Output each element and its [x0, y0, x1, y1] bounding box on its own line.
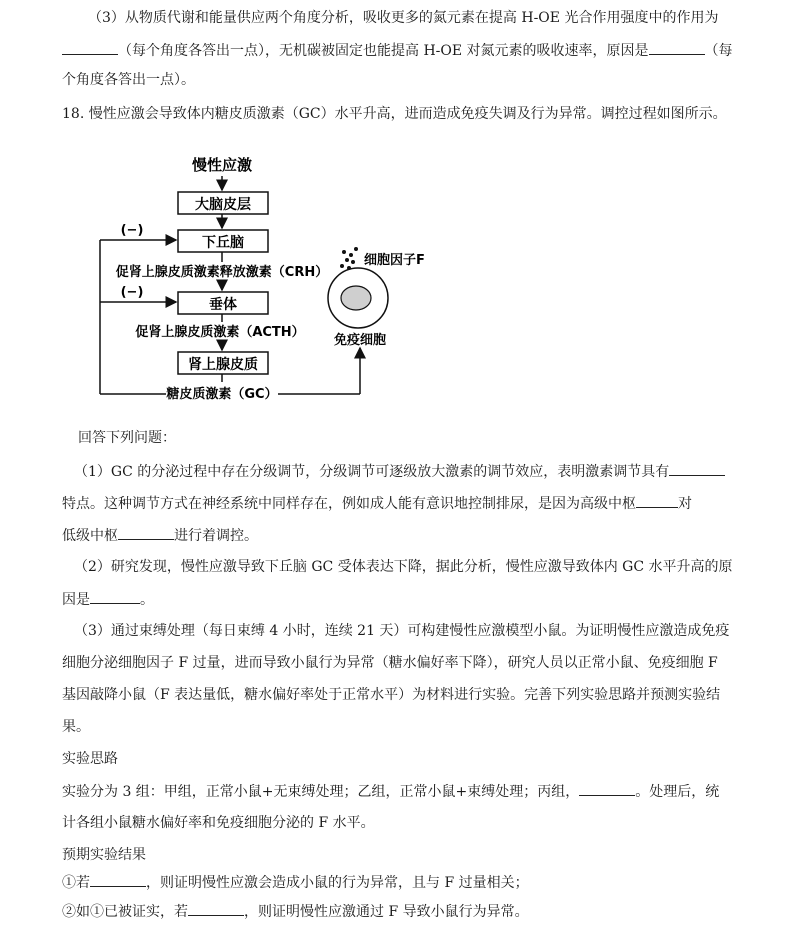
box-pituitary-label: 垂体	[209, 297, 237, 313]
p3-line-c	[62, 685, 720, 705]
answer-blank[interactable]	[579, 781, 635, 796]
q18-intro	[62, 104, 727, 124]
q17-line-2	[62, 40, 733, 61]
result-title-text: 预期实验结果	[62, 847, 146, 863]
p1-line-c	[62, 525, 258, 546]
p2-text: 因是	[62, 592, 90, 608]
box-hypothalamus-label: 下丘脑	[202, 235, 244, 251]
answer-blank[interactable]	[649, 40, 705, 55]
p1-text: 低级中枢	[62, 528, 118, 544]
idea-title-text: 实验思路	[62, 751, 118, 767]
p1-line-b	[62, 493, 692, 514]
answer-blank[interactable]	[636, 493, 678, 508]
answer-header-text: 回答下列问题：	[78, 430, 176, 446]
p3-text: 果。	[62, 719, 90, 735]
negative-sign: (−)	[120, 223, 144, 238]
negative-sign: (−)	[120, 285, 144, 300]
p2-line-a	[74, 557, 733, 577]
result-line-1	[62, 872, 529, 893]
p3-text: （3）通过束缚处理（每日束缚 4 小时，连续 21 天）可构建慢性应激模型小鼠。为证明慢性应激造成免疫	[74, 623, 730, 639]
crh-label: 促肾上腺皮质激素释放激素（CRH）	[115, 265, 329, 280]
q17-line-1	[88, 8, 718, 28]
result-title	[62, 845, 146, 865]
idea-title	[62, 749, 118, 769]
result-text: ，则证明慢性应激通过 F 导致小鼠行为异常。	[244, 904, 529, 920]
result-text: ①若	[62, 875, 90, 891]
p3-text: 基因敲降小鼠（F 表达量低，糖水偏好率处于正常水平）为材料进行实验。完善下列实验思路并预测实验结	[62, 687, 721, 703]
p1-text: 进行着调控。	[174, 528, 258, 544]
q18-intro-text: 18. 慢性应激会导致体内糖皮质激素（GC）水平升高，进而造成免疫失调及行为异常。调控过程如图所示。	[62, 106, 727, 122]
answer-blank[interactable]	[90, 872, 146, 887]
p3-text: 细胞分泌细胞因子 F 过量，进而导致小鼠行为异常（糖水偏好率下降），研究人员以正常小鼠、免疫细胞 F	[62, 655, 718, 671]
p1-line-a	[74, 461, 725, 482]
immune-cell-label: 免疫细胞	[333, 333, 387, 348]
acth-label: 促肾上腺皮质激素（ACTH）	[135, 325, 305, 340]
p1-text: （1）GC 的分泌过程中存在分级调节，分级调节可逐级放大激素的调节效应，表明激素调节具有	[74, 464, 670, 480]
idea-text: 计各组小鼠糖水偏好率和免疫细胞分泌的 F 水平。	[62, 815, 375, 831]
answer-header	[78, 428, 176, 448]
q17-text: （每	[704, 43, 733, 59]
q17-text: （每个角度各答出一点），无机碳被固定也能提高 H-OE 对氮元素的吸收速率，原因是	[118, 43, 649, 59]
idea-text: 实验分为 3 组：甲组，正常小鼠+无束缚处理；乙组，正常小鼠+束缚处理；丙组，	[62, 784, 580, 800]
answer-blank[interactable]	[90, 589, 140, 604]
idea-line-2	[62, 813, 375, 833]
p2-text: （2）研究发现，慢性应激导致下丘脑 GC 受体表达下降，据此分析，慢性应激导致体内 GC 水平升高的原	[74, 559, 733, 575]
p2-line-b	[62, 589, 154, 610]
q17-line-3	[62, 70, 195, 90]
p3-line-b	[62, 653, 718, 673]
answer-blank[interactable]	[118, 525, 174, 540]
answer-blank[interactable]	[188, 901, 244, 916]
q17-text: 个角度各答出一点）。	[62, 72, 195, 88]
box-adrenal-label: 肾上腺皮质	[188, 357, 258, 373]
p2-text: 。	[140, 592, 154, 608]
cell-nucleus	[341, 286, 371, 310]
q17-text: （3）从物质代谢和能量供应两个角度分析，吸收更多的氮元素在提高 H-OE 光合作用强度中的作用为	[88, 10, 719, 26]
idea-line-1	[62, 781, 719, 802]
p3-line-a	[74, 621, 729, 641]
stimulus-label: 慢性应激	[191, 156, 253, 174]
result-text: ②如①已被证实，若	[62, 904, 188, 920]
idea-text: 。处理后，统	[635, 784, 720, 800]
answer-blank[interactable]	[62, 40, 118, 55]
p1-text: 对	[678, 496, 692, 512]
regulation-diagram	[90, 148, 450, 408]
box-cortex-label: 大脑皮层	[195, 197, 251, 213]
result-text: ，则证明慢性应激会造成小鼠的行为异常，且与 F 过量相关；	[146, 875, 529, 891]
gc-label: 糖皮质激素（GC）	[166, 387, 278, 402]
p3-line-d	[62, 717, 90, 737]
p1-text: 特点。这种调节方式在神经系统中同样存在，例如成人能有意识地控制排尿，是因为高级中枢	[62, 496, 636, 512]
cytokine-label: 细胞因子F	[364, 253, 425, 268]
result-line-2	[62, 901, 529, 922]
answer-blank[interactable]	[669, 461, 725, 476]
cytokine-dots	[340, 247, 358, 270]
